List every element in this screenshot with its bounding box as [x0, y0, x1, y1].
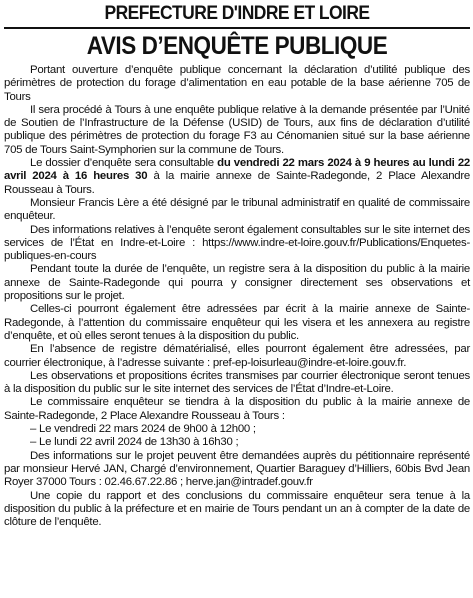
paragraph-report: Une copie du rapport et des conclusions du commissaire enquêteur sera tenue à la disposition du public à la préfecture et en mairie de Tours pendant un an à compter de la date de clôture de l’enquête.	[4, 489, 470, 529]
prefecture-heading: PREFECTURE D'INDRE ET LOIRE	[104, 3, 370, 24]
permanence-item: – Le lundi 22 avril 2024 de 13h30 à 16h30 ;	[30, 436, 239, 449]
permanence-item: – Le vendredi 22 mars 2024 de 9h00 à 12h00 ;	[30, 423, 256, 436]
paragraph-contact: Des informations sur le projet peuvent être demandées auprès du pétitionnaire représenté par monsieur Hervé JAN, Chargé d’environnement, Quartier Baraguey d’Hilliers, 60bis Bvd Jean Royer 37000 Tours : 02.46.67.22.86 ; herve.jan@intradef.gouv.fr	[4, 449, 470, 489]
paragraph-written: Celles-ci pourront également être adressées par écrit à la mairie annexe de Sainte-Radegonde, à l’attention du commissaire enquêteur qui les visera et les annexera au registre d’enquête, et où elles seront tenues à la disposition du public.	[4, 303, 470, 342]
dates-intro: Le dossier d’enquête sera consultable	[30, 157, 218, 170]
paragraph-purpose: Portant ouverture d’enquête publique concernant la déclaration d’utilité publique des périmètres de protection du forage d’alimentation en eau potable de la base aérienne 705 de Tours	[4, 64, 470, 103]
paragraph-permanences: Le commissaire enquêteur se tiendra à la disposition du public à la mairie annexe de Sainte-Radegonde, 2 Place Alexandre Rousseau à Tours :	[4, 396, 470, 422]
paragraph-email: En l’absence de registre dématérialisé, elles pourront également être adressées, par courrier électronique, à l’adresse suivante : pref-ep-loisurleau@indre-et-loire.gouv.fr.	[4, 343, 470, 369]
paragraph-request: Il sera procédé à Tours à une enquête publique relative à la demande présentée par l’Unité de Soutien de l’Infrastructure de la Défense (USID) de Tours, aux fins de déclaration d’utilité publique des périmètres de protection du forage F3 au Cénomanien situé sur la base aérienne 705 de Tours Saint-Symphorien sur la commune de Tours.	[4, 103, 470, 156]
paragraph-website: Des informations relatives à l’enquête seront également consultables sur le site internet des services de l’État en Indre-et-Loire : https://www.indre-et-loire.gouv.fr/Publications/Enquetes-publiques-en-cours	[4, 223, 470, 263]
title-divider	[4, 27, 470, 29]
notice-body	[4, 64, 470, 529]
paragraph-dates	[4, 157, 470, 197]
dates-location: à la mairie annexe de Sainte-Radegonde, 2 Place Alexandre Rousseau à Tours.	[4, 170, 471, 196]
dates-period: du vendredi 22 mars 2024 à 9 heures au lundi 22 avril 2024 à 16 heures 30	[4, 157, 470, 183]
paragraph-commissioner: Monsieur Francis Lère a été désigné par le tribunal administratif en qualité de commissaire enquêteur.	[4, 196, 470, 223]
paragraph-observations: Les observations et propositions écrites transmises par courrier électronique seront tenues à la disposition du public sur le site internet des services de l’État d’Indre-et-Loire.	[4, 369, 470, 396]
notice-title: AVIS D’ENQUÊTE PUBLIQUE	[86, 32, 388, 60]
paragraph-register: Pendant toute la durée de l’enquête, un registre sera à la disposition du public à la mairie annexe de Sainte-Radegonde qui pourra y consigner directement ses observations et propositions sur le projet.	[4, 263, 470, 303]
